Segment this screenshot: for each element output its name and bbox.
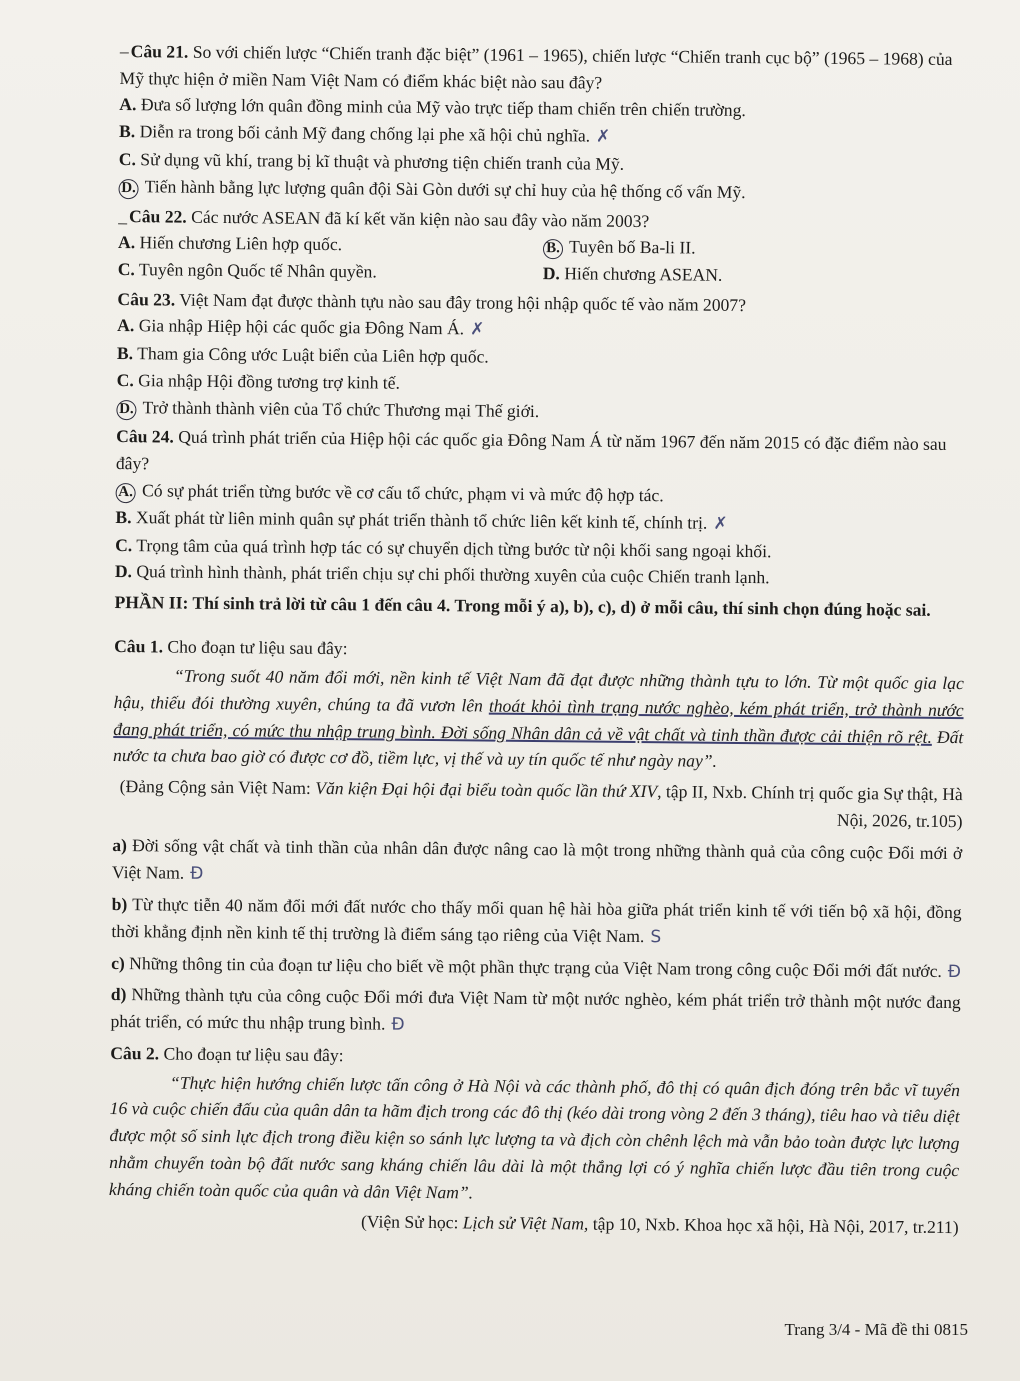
false-mark: S [650,926,662,947]
source-citation: (Đảng Cộng sản Việt Nam: Văn kiện Đại hội đại biểu toàn quốc lần thứ XIV, tập II, Nxb. Chính trị quốc gia Sự thật, Hà Nội, 2026, tr.105) [119,776,963,831]
statement-b[interactable]: b) Từ thực tiễn 40 năm đổi mới đất nước cho thấy mối quan hệ hài hòa giữa phát triển kinh tế với tiến bộ xã hội, đồng thời khẳng định nền kinh tế thị trường là điểm sáng tạo riêng của Việt Nam. S [111,893,962,947]
option-c[interactable]: C. Gia nhập Hội đồng tương trợ kinh tế. [116,369,401,393]
part2-heading: PHẦN II: Thí sinh trả lời từ câu 1 đến câu 4. Trong mỗi ý a), b), c), d) ở mỗi câu, thí sinh chọn đúng hoặc sai. [114,591,931,620]
statement-c[interactable]: c) Những thông tin của đoạn tư liệu cho biết về một phần thực trạng của Việt Nam trong công cuộc Đổi mới đất nước. Đ [111,952,962,982]
question-text: Quá trình phát triển của Hiệp hội các quốc gia Đông Nam Á từ năm 1967 đến năm 2015 có đặc điểm nào sau đây? [115,427,947,474]
true-mark: Đ [190,863,204,885]
question-number: Câu 21. [130,41,189,62]
source-citation: (Viện Sử học: Lịch sử Việt Nam, tập 10, Nxb. Khoa học xã hội, Hà Nội, 2017, tr.211) [360,1211,959,1238]
question-text: Các nước ASEAN đã kí kết văn kiện nào sau đây vào năm 2003? [191,206,650,231]
cross-mark-icon: ✗ [596,126,611,147]
true-mark: Đ [947,961,962,982]
part2-question-2 [109,1040,961,1241]
option-a[interactable]: A. Đưa số lượng lớn quân đồng minh của Mỹ vào trực tiếp tham chiến trên chiến trường. [119,94,746,121]
option-d-selected[interactable]: D. Trở thành thành viên của Tổ chức Thương mại Thế giới. [116,394,966,429]
part2-question-1 [110,633,964,1044]
option-c[interactable]: C. Tuyên ngôn Quốc tế Nhân quyền. [117,258,377,282]
question-number: Câu 23. [117,288,176,310]
question-24 [115,423,967,593]
page-footer: Trang 3/4 - Mã đề thi 0815 [784,1320,968,1339]
question-text: So với chiến lược “Chiến tranh đặc biệt” (1961 – 1965), chiến lược “Chiến tranh cục bộ” (1965 – 1968) của Mỹ thực hiện ở miền Nam Việt Nam có điểm khác biệt nào sau đây? [119,41,953,93]
exam-sheet [108,38,969,1247]
option-a[interactable]: A. Gia nhập Hiệp hội các quốc gia Đông Nam Á. ✗ [117,315,485,340]
option-a[interactable]: A. Hiến chương Liên hợp quốc. [117,232,343,255]
option-b[interactable]: B. Diễn ra trong bối cảnh Mỹ đang chống lại phe xã hội chủ nghĩa. ✗ [119,121,611,147]
question-text: Việt Nam đạt được thành tựu nào sau đây trong hội nhập quốc tế vào năm 2007? [179,289,747,315]
pen-dash-mark: – [119,40,129,62]
option-b-selected[interactable]: B. Tuyên bố Ba-li II. [543,233,968,264]
option-d[interactable]: D. Hiến chương ASEAN. [542,263,723,285]
cross-mark-icon: ✗ [470,319,485,340]
question-intro: Cho đoạn tư liệu sau đây: [167,636,348,659]
question-number: Câu 1. [114,636,164,657]
question-number: Câu 2. [110,1042,160,1064]
question-number: Câu 22. [128,205,187,227]
statement-d[interactable]: d) Những thành tựu của công cuộc Đổi mới đưa Việt Nam từ một nước nghèo, kém phát triển trở thành một nước đang phát triển, có mức thu nhập trung bình. Đ [110,984,961,1035]
options-grid [118,229,968,291]
option-b[interactable]: B. Tham gia Công ước Luật biển của Liên hợp quốc. [116,343,489,367]
source-quote: “Trong suốt 40 năm đổi mới, nền kinh tế Việt Nam đã đạt được những thành tựu to lớn. Từ một quốc gia lạc hậu, thiếu đói thường xuyên, chúng ta đã vươn lên thoát khỏi tình trạng nước nghèo, kém phát triển, trở thành nước đang phát triển, có mức thu nhập trung bình. Đời sống Nhân dân cả về vật chất và tinh thần được cải thiện rõ rệt. Đất nước ta chưa bao giờ có được cơ đồ, tiềm lực, vị thế và uy tín quốc tế như ngày nay”. [113,665,964,771]
question-21 [118,38,970,208]
statement-a[interactable]: a) Đời sống vật chất và tinh thần của nhân dân được nâng cao là một trong những thành quả của công cuộc Đổi mới ở Việt Nam. Đ [111,835,963,885]
option-c[interactable]: C. Trọng tâm của quá trình hợp tác có sự chuyển dịch từng bước từ nội khối sang ngoại khối. [115,534,772,561]
true-mark: Đ [391,1014,405,1035]
question-23 [116,286,967,429]
underlined-passage: thoát khỏi tình trạng nước nghèo, kém phát triển, trở thành nước đang phát triển, có mức thu nhập trung bình. Đời sống Nhân dân cả về vật chất và tinh thần được cải thiện rõ rệt. [113,695,964,747]
cross-mark-icon: ✗ [713,513,728,534]
source-quote: “Thực hiện hướng chiến lược tấn công ở Hà Nội và các thành phố, đô thị có quân địch đóng trên bắc vĩ tuyến 16 và cuộc chiến đấu của quân dân ta hãm địch trong các đô thị (kéo dài trong vòng 2 đến 3 tháng), tiêu hao và tiêu diệt được một số sinh lực địch trong điều kiện so sánh lực lượng ta và địch còn chênh lệch mà vẫn bảo toàn được lực lượng nhằm chuyển toàn bộ đất nước sang kháng chiến lâu dài là một thắng lợi có ý nghĩa chiến lược đầu tiên trong cuộc kháng chiến toàn quốc của quân và dân Việt Nam”. [108,1072,961,1203]
option-d-selected[interactable]: D. Tiến hành bằng lực lượng quân đội Sài Gòn dưới sự chỉ huy của hệ thống cố vấn Mỹ. [118,173,968,208]
question-intro: Cho đoạn tư liệu sau đây: [163,1043,344,1066]
option-d[interactable]: D. Quá trình hình thành, phát triển chịu sự chi phối thường xuyên của cuộc Chiến tranh lạnh. [114,561,770,588]
option-c[interactable]: C. Sử dụng vũ khí, trang bị kĩ thuật và phương tiện chiến tranh của Mỹ. [118,149,625,174]
pen-dash-mark: _ [118,205,128,226]
option-b[interactable]: B. Xuất phát từ liên minh quân sự phát triển thành tổ chức liên kết kinh tế, chính trị. ✗ [115,506,728,534]
option-a-selected[interactable]: A. Có sự phát triển từng bước về cơ cấu tổ chức, phạm vi và mức độ hợp tác. [116,477,966,512]
question-number: Câu 24. [116,426,174,448]
question-22 [118,202,969,290]
